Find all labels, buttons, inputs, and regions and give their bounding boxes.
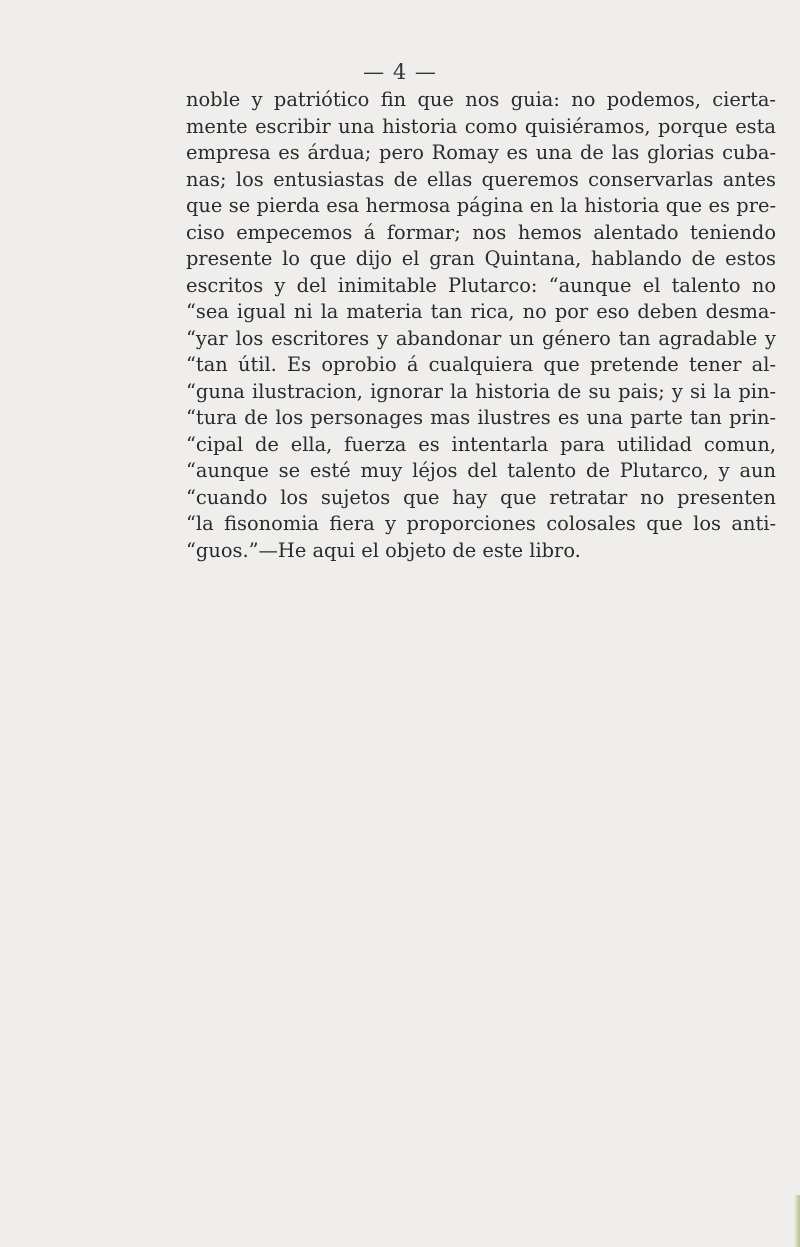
- text-line: “la fisonomia fiera y proporciones colosales que los anti-: [186, 512, 776, 535]
- text-line: “yar los escritores y abandonar un género tan agradable y: [186, 326, 776, 350]
- text-line: “sea igual ni la materia tan rica, no por eso deben desma-: [186, 300, 776, 323]
- text-line: empresa es árdua; pero Romay es una de las glorias cuba-: [186, 141, 776, 164]
- page-number: — 4 —: [363, 60, 437, 84]
- body-text: [186, 87, 776, 564]
- text-line: “cuando los sujetos que hay que retratar no presenten: [186, 485, 776, 509]
- text-line: “tan útil. Es oprobio á cualquiera que pretende tener al-: [186, 353, 776, 376]
- text-line: “guna ilustracion, ignorar la historia de su pais; y si la pin-: [186, 379, 776, 403]
- page-edge-mark: [794, 1195, 800, 1247]
- text-line: noble y patriótico fin que nos guia: no podemos, cierta-: [186, 88, 776, 111]
- text-line: presente lo que dijo el gran Quintana, hablando de estos: [186, 247, 776, 270]
- text-line: “aunque se esté muy léjos del talento de Plutarco, y aun: [186, 459, 776, 482]
- text-line: que se pierda esa hermosa página en la historia que es pre-: [186, 194, 776, 217]
- text-line: escritos y del inimitable Plutarco: “aunque el talento no: [186, 273, 776, 297]
- text-line: ciso empecemos á formar; nos hemos alentado teniendo: [186, 220, 776, 244]
- text-line: nas; los entusiastas de ellas queremos conservarlas antes: [186, 167, 776, 191]
- text-line: “tura de los personages mas ilustres es una parte tan prin-: [186, 406, 776, 429]
- text-line: “cipal de ella, fuerza es intentarla para utilidad comun,: [186, 432, 776, 456]
- text-line-last: “guos.”—He aqui el objeto de este libro.: [186, 538, 581, 562]
- text-line: mente escribir una historia como quisiéramos, porque esta: [186, 114, 776, 138]
